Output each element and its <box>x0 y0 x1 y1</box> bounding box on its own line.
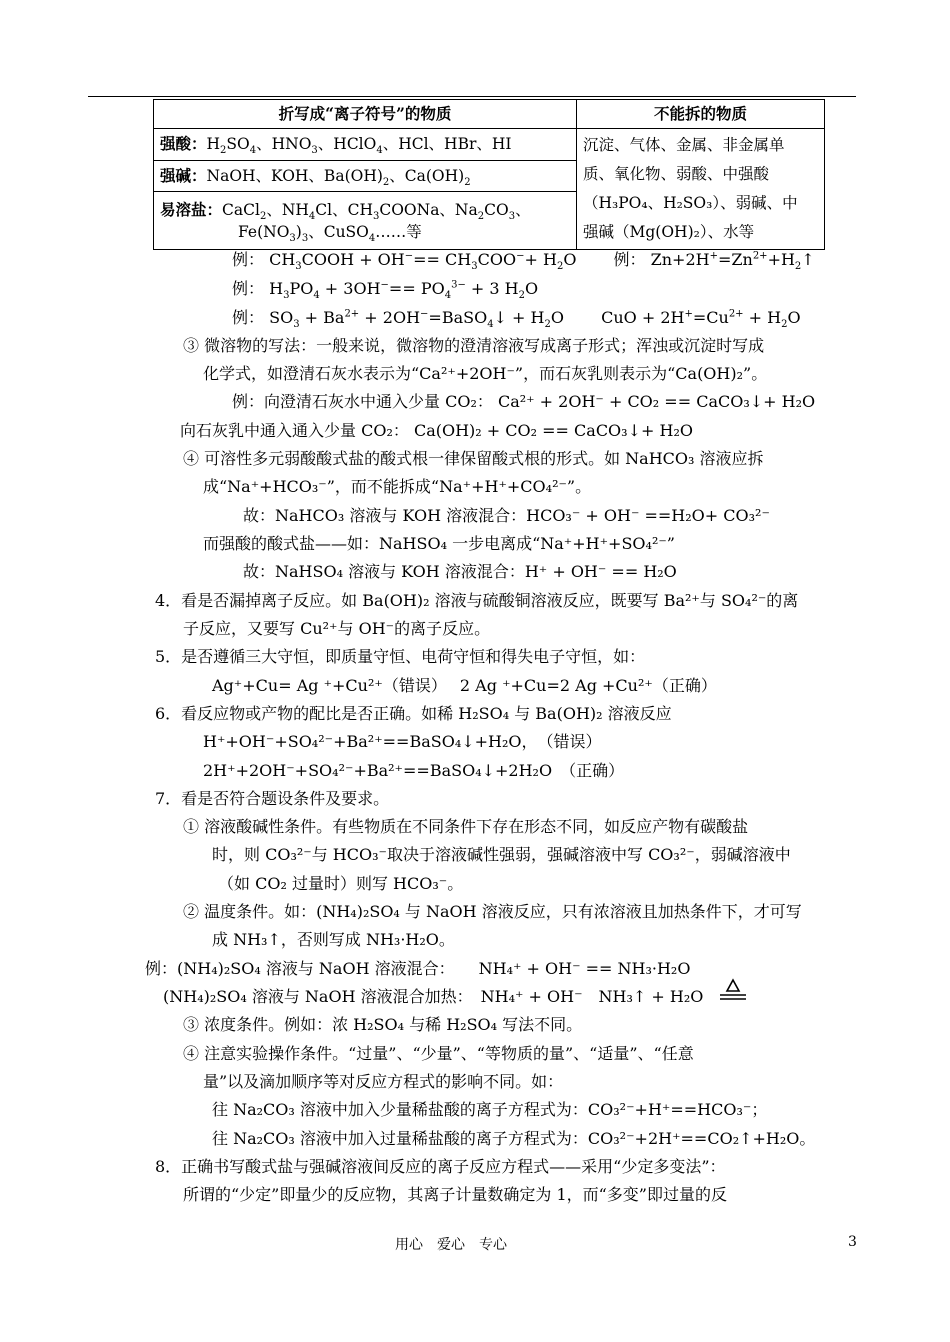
sec3-ex1: 例：向澄清石灰水中通入少量 CO₂： Ca²⁺ + 2OH⁻ + CO₂ == CaCO₃↓+ H₂O <box>232 392 816 411</box>
p7-1a: ① 溶液酸碱性条件。有些物质在不同条件下存在形态不同，如反应产物有碳酸盐 <box>183 817 749 836</box>
insoluble-line: 质、氧化物、弱酸、中强酸 <box>583 165 770 183</box>
insoluble-line: （H₃PO₄、H₂SO₃）、弱碱、中 <box>583 194 798 212</box>
p7-a: 7．看是否符合题设条件及要求。 <box>155 789 390 808</box>
strong-acid-label: 强酸： <box>160 134 207 154</box>
p6-a: 6．看反应物或产物的配比是否正确。如稀 H₂SO₄ 与 Ba(OH)₂ 溶液反应 <box>155 704 672 723</box>
p4-a: 4．看是否漏掉离子反应。如 Ba(OH)₂ 溶液与硫酸铜溶液反应，既要写 Ba²⁺与 SO₄²⁻的离 <box>155 591 799 610</box>
p8-a: 8．正确书写酸式盐与强碱溶液间反应的离子反应方程式——采用“少定多变法”： <box>155 1157 726 1176</box>
table-header-left: 折写成“离子符号”的物质 <box>154 100 577 129</box>
insoluble-line: 强碱（Mg(OH)₂）、水等 <box>583 223 755 241</box>
p7-2a: ② 温度条件。如：(NH₄)₂SO₄ 与 NaOH 溶液反应，只有浓溶液且加热条件下，才可写 <box>183 902 802 921</box>
p7-4d: 往 Na₂CO₃ 溶液中加入过量稀盐酸的离子方程式为：CO₃²⁻+2H⁺==CO₂↑+H₂O。 <box>212 1129 816 1148</box>
example-label: 例： <box>232 308 265 327</box>
top-rule <box>88 96 856 97</box>
p5-b: Ag⁺+Cu= Ag ⁺+Cu²⁺（错误） 2 Ag ⁺+Cu=2 Ag +Cu²⁺（正确） <box>212 676 717 695</box>
p5-a: 5．是否遵循三大守恒，即质量守恒、电荷守恒和得失电子守恒，如： <box>155 647 646 666</box>
example-label: 例： <box>613 250 646 269</box>
soluble-salt-row: 易溶盐：CaCl$_2$、$NH_4Cl$、$CH_3COONa$、$Na_2CO_3$、 $Fe(NO_3)_3$、CuSO$_4$……等 <box>154 192 577 250</box>
p7-ex1: 例：(NH₄)₂SO₄ 溶液与 NaOH 溶液混合： NH₄⁺ + OH⁻ == NH₃·H₂O <box>145 959 691 978</box>
page-number: 3 <box>848 1234 857 1250</box>
insoluble-list-cell <box>577 129 825 250</box>
strong-base-label: 强碱： <box>160 166 207 186</box>
p7-1b: 时，则 CO₃²⁻与 HCO₃⁻取决于溶液碱性强弱，强碱溶液中写 CO₃²⁻，弱碱溶液中 <box>212 845 791 864</box>
sec4-cont: 成“Na⁺+HCO₃⁻”，而不能拆成“Na⁺+H⁺+CO₄²⁻”。 <box>203 477 592 496</box>
example-label: 例： <box>232 279 265 298</box>
table-header-right: 不能拆的物质 <box>577 100 825 129</box>
sec4-title: ④ 可溶性多元弱酸酸式盐的酸式根一律保留酸式根的形式。如 NaHCO₃ 溶液应拆 <box>183 449 764 468</box>
sec4-ex1: 故：NaHCO₃ 溶液与 KOH 溶液混合：HCO₃⁻ + OH⁻ ==H₂O+ CO₃²⁻ <box>243 506 770 525</box>
p7-2b: 成 NH₃↑，否则写成 NH₃·H₂O。 <box>212 930 455 949</box>
insoluble-line: 沉淀、气体、金属、非金属单 <box>583 136 785 154</box>
p7-1c: （如 CO₂ 过量时）则写 HCO₃⁻。 <box>218 874 464 893</box>
p7-4b: 量”以及滴加顺序等对反应方程式的影响不同。如： <box>203 1072 564 1091</box>
heat-arrow-icon <box>718 978 748 1004</box>
sec3-title: ③ 微溶物的写法：一般来说，微溶物的澄清溶液写成离子形式；浑浊或沉淀时写成 <box>183 336 765 355</box>
p6-b: H⁺+OH⁻+SO₄²⁻+Ba²⁺==BaSO₄↓+H₂O， （错误） <box>203 732 602 751</box>
p6-c: 2H⁺+2OH⁻+SO₄²⁻+Ba²⁺==BaSO₄↓+2H₂O （正确） <box>203 761 625 780</box>
example-line-1: 例： $CH_3COOH + OH^-== CH_3COO^-+ H_2O$ 例： $Zn+2H^+=Zn^{2+}+H_2↑$ <box>232 250 815 273</box>
sec3-ex2: 向石灰乳中通入通入少量 CO₂： Ca(OH)₂ + CO₂ == CaCO₃↓+ H₂O <box>180 421 693 440</box>
example-line-2: 例： $H_3PO_4 + 3OH^-== PO_4^{3-} + 3$ $H_2O$ <box>232 279 539 302</box>
p8-b: 所谓的“少定”即量少的反应物，其离子计量数确定为 1，而“多变”即过量的反 <box>183 1185 727 1204</box>
footer-motto: 用心 爱心 专心 <box>395 1237 507 1253</box>
sec4-ex3: 故：NaHSO₄ 溶液与 KOH 溶液混合：H⁺ + OH⁻ == H₂O <box>243 562 677 581</box>
sec4-ex2: 而强酸的酸式盐——如：NaHSO₄ 一步电离成“Na⁺+H⁺+SO₄²⁻” <box>203 534 675 553</box>
strong-acid-row: 强酸：$H_2SO_4$、$HNO_3$、HClO$_4$、HCl、HBr、HI <box>154 129 577 161</box>
example-line-3: 例： $SO_3 + Ba^{2+}$ + 2OH−=BaSO$_4$↓ + $H_2O$ CuO + $2H^+=Cu^{2+} + H_2O$ <box>232 308 801 331</box>
p7-ex2: (NH₄)₂SO₄ 溶液与 NaOH 溶液混合加热： NH₄⁺ + OH⁻ NH₃↑ + H₂O <box>163 987 704 1006</box>
p4-b: 子反应，又要写 Cu²⁺与 OH⁻的离子反应。 <box>183 619 491 638</box>
p7-3: ③ 浓度条件。例如：浓 H₂SO₄ 与稀 H₂SO₄ 写法不同。 <box>183 1015 583 1034</box>
p7-4c: 往 Na₂CO₃ 溶液中加入少量稀盐酸的离子方程式为：CO₃²⁻+H⁺==HCO₃⁻； <box>212 1100 768 1119</box>
strong-base-row: 强碱：NaOH、KOH、$Ba(OH)_2$、$Ca(OH)_2$ <box>154 160 577 192</box>
example-label: 例： <box>232 250 265 269</box>
sec3-cont: 化学式，如澄清石灰水表示为“Ca²⁺+2OH⁻”，而石灰乳则表示为“Ca(OH)₂”。 <box>203 364 768 383</box>
soluble-salt-label: 易溶盐： <box>160 199 223 219</box>
ion-table <box>153 99 825 250</box>
p7-4a: ④ 注意实验操作条件。“过量”、“少量”、“等物质的量”、“适量”、“任意 <box>183 1044 694 1063</box>
